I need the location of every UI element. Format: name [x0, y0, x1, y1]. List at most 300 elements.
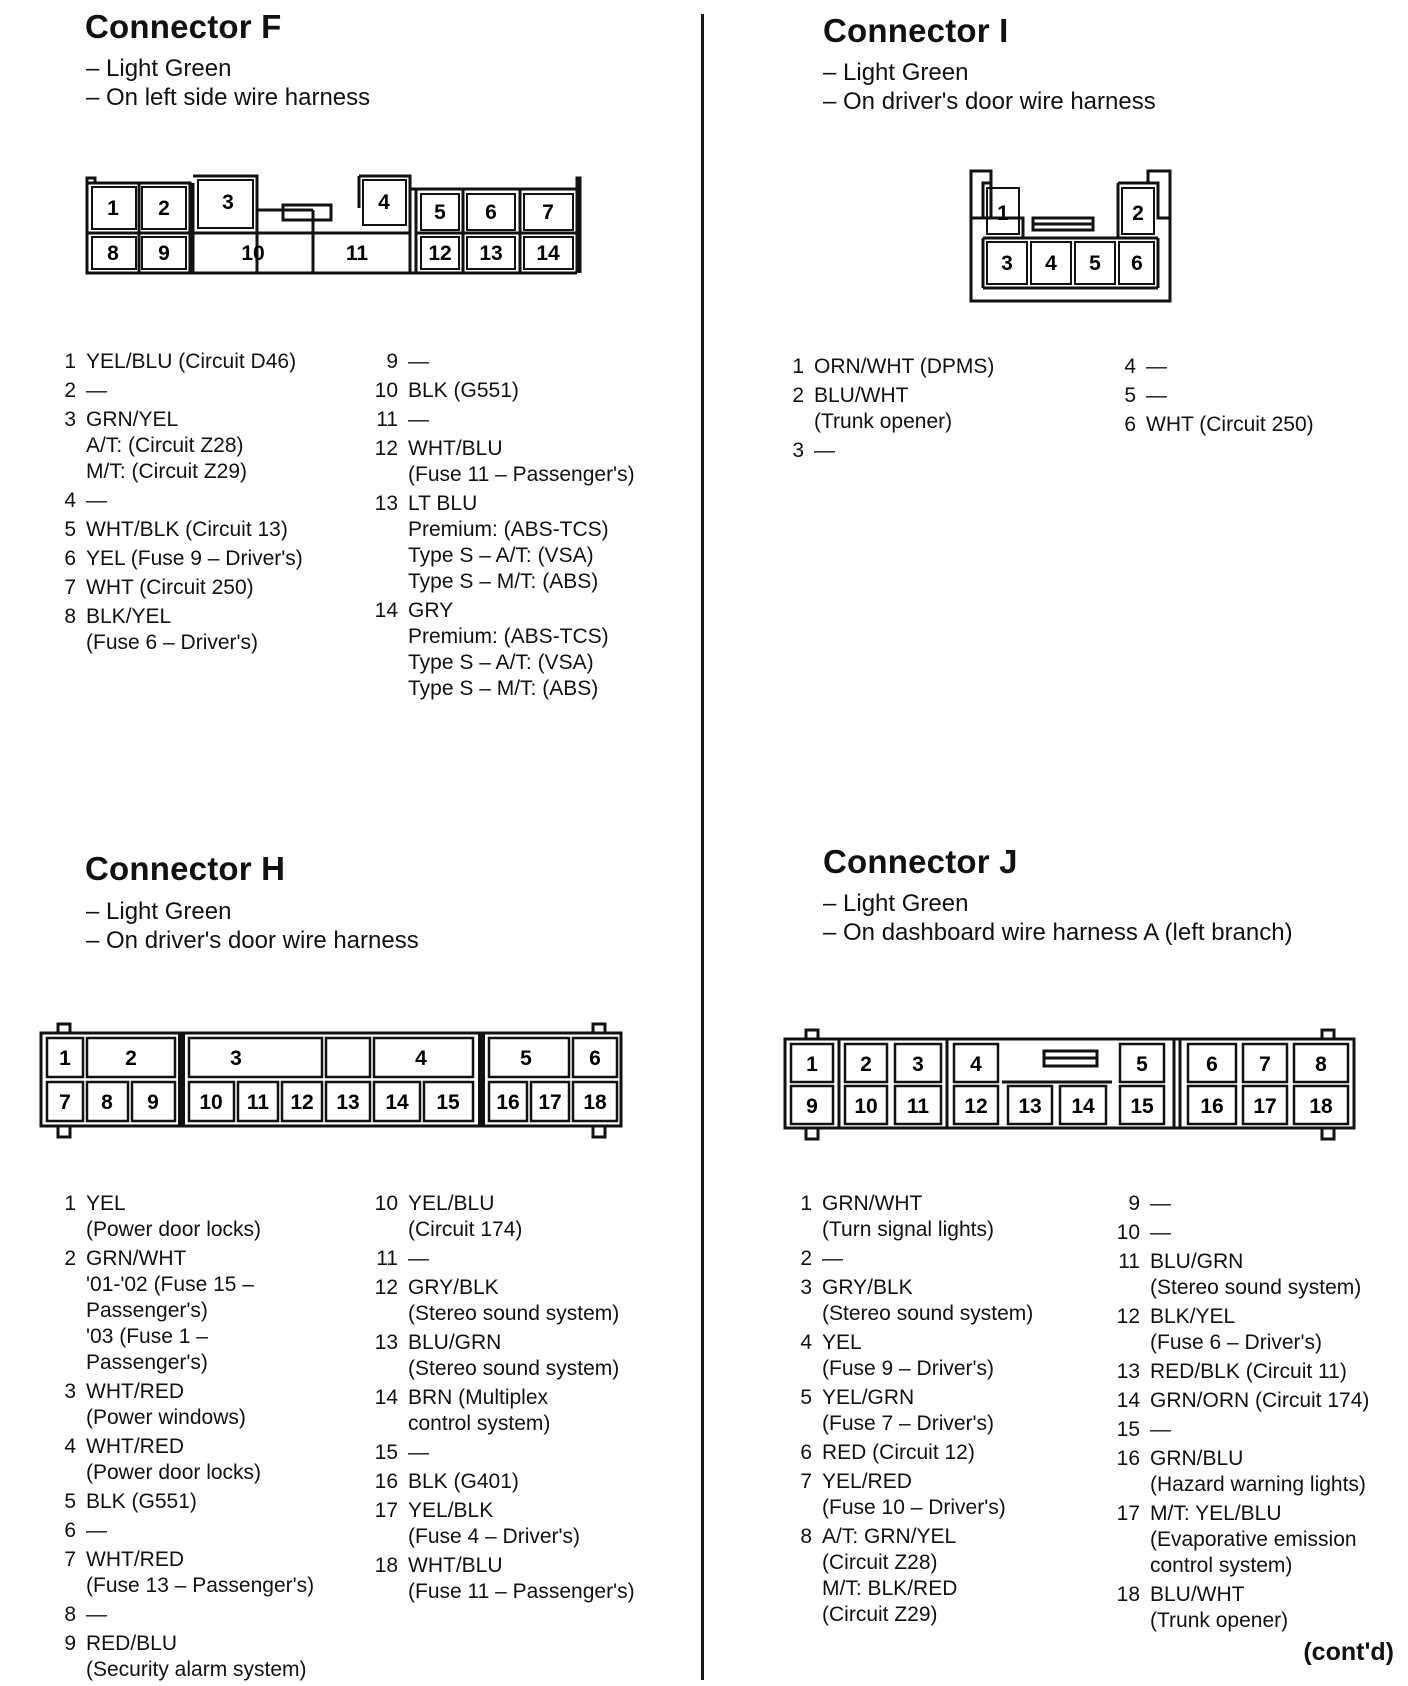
- connector-color: – Light Green: [823, 59, 969, 86]
- pin-description-line: Premium: (ABS-TCS): [408, 518, 609, 541]
- pin-entry: [1112, 412, 1314, 438]
- pin-entry: [374, 1246, 635, 1272]
- pin-number: 1: [64, 350, 76, 373]
- cavity-label: 3: [230, 1047, 242, 1070]
- pin-description-line: BLK (G401): [408, 1470, 519, 1493]
- pin-entry: [52, 1518, 314, 1544]
- pin-description-line: (Power windows): [86, 1406, 246, 1429]
- pin-entry: [1116, 1359, 1369, 1385]
- pin-description: [814, 354, 994, 380]
- connector-location: – On driver's door wire harness: [86, 927, 419, 954]
- pin-description-line: (Stereo sound system): [408, 1302, 620, 1325]
- pin-entry: [52, 1547, 314, 1599]
- pin-entry: [374, 378, 635, 404]
- connector-color: – Light Green: [86, 898, 232, 925]
- pin-description-line: (Fuse 13 – Passenger's): [86, 1574, 315, 1597]
- cavity-label: 8: [1315, 1053, 1327, 1076]
- pin-number: 14: [1116, 1389, 1140, 1412]
- cavity-label: 15: [436, 1091, 460, 1114]
- cavity-label: 5: [1136, 1053, 1148, 1076]
- pin-description-line: BRN (Multiplex: [408, 1386, 549, 1409]
- pin-number: 7: [64, 1548, 76, 1571]
- cavity-label: 17: [538, 1091, 562, 1114]
- pin-description-line: (Stereo sound system): [822, 1302, 1034, 1325]
- cavity-label: 4: [1045, 252, 1057, 275]
- pin-description: [86, 1191, 261, 1243]
- pin-description: [1150, 1417, 1171, 1443]
- pin-entry: [52, 1631, 314, 1683]
- pin-number: 2: [64, 1247, 76, 1270]
- pin-entry: [788, 1246, 1033, 1272]
- cavity-label: 2: [860, 1053, 872, 1076]
- pin-number: 6: [64, 1519, 76, 1542]
- pin-description-line: (Power door locks): [86, 1461, 262, 1484]
- pin-entry: [52, 1489, 314, 1515]
- pin-list-left: [52, 349, 303, 659]
- pin-description-line: RED/BLU: [86, 1632, 178, 1655]
- pin-description-line: BLU/GRN: [408, 1331, 502, 1354]
- pin-entry: [788, 1330, 1033, 1382]
- pin-description: [408, 407, 429, 433]
- pin-description-line: Type S – A/T: (VSA): [408, 544, 594, 567]
- cavity-label: 11: [906, 1095, 930, 1118]
- cavity-label: 1: [59, 1047, 71, 1070]
- pin-description-line: —: [1150, 1418, 1171, 1441]
- pin-entry: [52, 1246, 314, 1376]
- pin-list-left: [788, 1191, 1033, 1631]
- cavity-label: 3: [222, 191, 234, 214]
- pin-entry: [788, 1440, 1033, 1466]
- cavity-label: 13: [1018, 1095, 1042, 1118]
- pin-entry: [780, 354, 994, 380]
- pin-description: [822, 1275, 1033, 1327]
- pin-number: 7: [64, 576, 76, 599]
- pin-entry: [374, 1275, 635, 1327]
- cavity-label: 8: [101, 1091, 113, 1114]
- cavity-label: 4: [415, 1047, 427, 1070]
- pin-description-line: Type S – M/T: (ABS): [408, 570, 599, 593]
- pin-number: 4: [64, 1435, 76, 1458]
- pin-description: [1150, 1501, 1357, 1579]
- cavity-label: 6: [589, 1047, 601, 1070]
- pin-description-line: —: [408, 1441, 429, 1464]
- pin-entry: [52, 378, 303, 404]
- pin-description-line: control system): [408, 1412, 551, 1435]
- pin-number: 9: [386, 350, 398, 373]
- pin-description-line: (Fuse 11 – Passenger's): [408, 463, 635, 486]
- pin-entry: [780, 438, 994, 464]
- cavity-label: 10: [854, 1095, 878, 1118]
- pin-description: [408, 1275, 619, 1327]
- cavity-label: 16: [496, 1091, 520, 1114]
- cavity-label: 13: [336, 1091, 360, 1114]
- pin-description-line: YEL (Fuse 9 – Driver's): [86, 547, 303, 570]
- pin-number: 6: [1124, 413, 1136, 436]
- pin-description: [1150, 1249, 1361, 1301]
- cavity-label: 12: [964, 1095, 988, 1118]
- column-divider: [701, 14, 704, 1680]
- pin-entry: [52, 488, 303, 514]
- connector-color: – Light Green: [86, 55, 232, 82]
- pin-description-line: GRN/WHT: [86, 1247, 187, 1270]
- pin-description: [86, 1379, 246, 1431]
- pin-description-line: —: [814, 439, 835, 462]
- pin-entry: [1116, 1304, 1369, 1356]
- pin-number: 3: [64, 408, 76, 431]
- pin-description: [1150, 1446, 1366, 1498]
- cavity-label: 7: [59, 1091, 71, 1114]
- pin-entry: [788, 1275, 1033, 1327]
- pin-number: 5: [64, 518, 76, 541]
- pin-description-line: BLK/YEL: [1150, 1305, 1236, 1328]
- cavity-label: 12: [428, 242, 452, 265]
- pin-description: [822, 1246, 843, 1272]
- pin-entry: [374, 407, 635, 433]
- pin-number: 1: [800, 1192, 812, 1215]
- pin-description-line: (Security alarm system): [86, 1658, 307, 1681]
- pin-description: [822, 1469, 1006, 1521]
- pin-number: 14: [374, 599, 398, 622]
- pin-entry: [374, 1469, 635, 1495]
- pin-number: 1: [64, 1192, 76, 1215]
- pin-list-right: [374, 349, 635, 705]
- pin-description: [408, 1498, 580, 1550]
- pin-description: [408, 1440, 429, 1466]
- pin-description: [822, 1330, 994, 1382]
- pin-description-line: A/T: (Circuit Z28): [86, 434, 244, 457]
- pin-description-line: BLU/WHT: [814, 384, 909, 407]
- pin-description: [822, 1385, 994, 1437]
- pin-number: 17: [374, 1499, 398, 1522]
- cavity-label: 16: [1200, 1095, 1224, 1118]
- pin-description-line: GRN/ORN (Circuit 174): [1150, 1389, 1370, 1412]
- pin-number: 11: [1118, 1250, 1140, 1273]
- cavity-label: 13: [479, 242, 503, 265]
- cavity-label: 12: [290, 1091, 314, 1114]
- connector-f-diagram: [80, 175, 600, 290]
- cavity-label: 9: [158, 242, 170, 265]
- pin-entry: [52, 546, 303, 572]
- pin-description-line: (Circuit 174): [408, 1218, 523, 1241]
- pin-entry: [374, 1191, 635, 1243]
- pin-entry: [52, 1602, 314, 1628]
- pin-description-line: (Circuit Z28): [822, 1551, 938, 1574]
- pin-list-right: [1116, 1191, 1369, 1637]
- pin-number: 8: [64, 1603, 76, 1626]
- pin-description-line: GRY/BLK: [822, 1276, 913, 1299]
- pin-number: 5: [64, 1490, 76, 1513]
- cavity-label: 17: [1253, 1095, 1277, 1118]
- pin-description: [86, 575, 254, 601]
- pin-entry: [374, 1330, 635, 1382]
- cavity-label: 10: [241, 242, 265, 265]
- pin-number: 10: [1116, 1221, 1140, 1244]
- pin-description-line: LT BLU: [408, 492, 478, 515]
- pin-description: [86, 378, 107, 404]
- cavity-label: 1: [806, 1053, 818, 1076]
- pin-description-line: —: [1146, 384, 1167, 407]
- cavity-label: 6: [1206, 1053, 1218, 1076]
- pin-description-line: —: [86, 489, 107, 512]
- pin-number: 8: [800, 1525, 812, 1548]
- pin-description-line: —: [408, 1247, 429, 1270]
- pin-description-line: (Evaporative emission: [1150, 1528, 1357, 1551]
- pin-number: 13: [374, 1331, 398, 1354]
- pin-description: [408, 1246, 429, 1272]
- pin-number: 5: [1124, 384, 1136, 407]
- pin-description-line: WHT (Circuit 250): [1146, 413, 1314, 436]
- pin-description-line: (Fuse 10 – Driver's): [822, 1496, 1006, 1519]
- pin-entry: [52, 517, 303, 543]
- pin-description-line: —: [408, 350, 429, 373]
- pin-description: [822, 1191, 994, 1243]
- pin-description-line: (Fuse 9 – Driver's): [822, 1357, 995, 1380]
- pin-description-line: '03 (Fuse 1 –: [86, 1325, 208, 1348]
- cavity-label: 3: [912, 1053, 924, 1076]
- connector-title: Connector H: [85, 850, 286, 887]
- pin-description-line: GRN/WHT: [822, 1192, 923, 1215]
- pin-entry: [1116, 1582, 1369, 1634]
- pin-entry: [374, 1440, 635, 1466]
- pin-number: 3: [800, 1276, 812, 1299]
- pin-description-line: WHT/BLU: [408, 1554, 503, 1577]
- cavity-label: 9: [147, 1091, 159, 1114]
- pin-number: 12: [374, 437, 398, 460]
- pin-description-line: YEL/GRN: [822, 1386, 915, 1409]
- pin-entry: [374, 598, 635, 702]
- pin-description-line: (Fuse 4 – Driver's): [408, 1525, 581, 1548]
- cavity-label: 5: [520, 1047, 532, 1070]
- pin-description-line: BLU/WHT: [1150, 1583, 1245, 1606]
- pin-list-right: [1112, 354, 1314, 441]
- pin-description-line: RED/BLK (Circuit 11): [1150, 1360, 1347, 1383]
- pin-number: 11: [376, 408, 398, 431]
- pin-number: 5: [800, 1386, 812, 1409]
- connector-j-diagram: [782, 1022, 1362, 1147]
- pin-number: 6: [64, 547, 76, 570]
- pin-description: [86, 546, 303, 572]
- pin-description-line: —: [1150, 1221, 1171, 1244]
- pin-entry: [788, 1385, 1033, 1437]
- pin-number: 17: [1116, 1502, 1140, 1525]
- pin-description: [408, 491, 609, 595]
- connector-h-diagram: [38, 1016, 638, 1141]
- pin-entry: [52, 575, 303, 601]
- pin-description: [408, 598, 609, 702]
- cavity-label: 4: [970, 1053, 982, 1076]
- pin-entry: [788, 1191, 1033, 1243]
- pin-description-line: BLK (G551): [86, 1490, 197, 1513]
- pin-description: [86, 1434, 261, 1486]
- pin-description-line: GRY/BLK: [408, 1276, 499, 1299]
- pin-description: [86, 1246, 254, 1376]
- pin-description: [1146, 383, 1167, 409]
- pin-description-line: —: [822, 1247, 843, 1270]
- cavity-label: 14: [385, 1091, 409, 1114]
- cavity-label: 14: [1071, 1095, 1095, 1118]
- pin-description: [408, 349, 429, 375]
- pin-entry: [374, 436, 635, 488]
- pin-number: 10: [374, 1192, 398, 1215]
- pin-description-line: YEL: [86, 1192, 126, 1215]
- cavity-label: 1: [107, 197, 119, 220]
- pin-description-line: YEL/BLU: [408, 1192, 495, 1215]
- cavity-label: 5: [434, 201, 446, 224]
- pin-entry: [52, 407, 303, 485]
- pin-description-line: WHT/BLU: [408, 437, 503, 460]
- pin-description-line: GRN/BLU: [1150, 1447, 1244, 1470]
- pin-description-line: (Fuse 6 – Driver's): [86, 631, 259, 654]
- pin-description-line: M/T: (Circuit Z29): [86, 460, 248, 483]
- pin-number: 4: [800, 1331, 812, 1354]
- pin-entry: [1116, 1501, 1369, 1579]
- pin-entry: [1112, 383, 1314, 409]
- pin-description-line: M/T: YEL/BLU: [1150, 1502, 1282, 1525]
- connector-location: – On dashboard wire harness A (left branch): [823, 919, 1293, 946]
- pin-description-line: (Fuse 7 – Driver's): [822, 1412, 995, 1435]
- pin-number: 7: [800, 1470, 812, 1493]
- pin-number: 15: [1116, 1418, 1140, 1441]
- pin-description: [408, 1191, 522, 1243]
- pin-number: 14: [374, 1386, 398, 1409]
- pin-description-line: GRN/YEL: [86, 408, 179, 431]
- pin-description-line: YEL/BLU (Circuit D46): [86, 350, 297, 373]
- pin-description-line: (Hazard warning lights): [1150, 1473, 1366, 1496]
- pin-description: [408, 436, 635, 488]
- cavity-label: 15: [1130, 1095, 1154, 1118]
- pin-description-line: Passenger's): [86, 1299, 208, 1322]
- pin-description: [408, 1330, 619, 1382]
- pin-description-line: Type S – A/T: (VSA): [408, 651, 594, 674]
- pin-description-line: BLK (G551): [408, 379, 519, 402]
- pin-description: [86, 1518, 107, 1544]
- pin-description: [86, 1602, 107, 1628]
- pin-description: [1150, 1582, 1288, 1634]
- pin-number: 2: [64, 379, 76, 402]
- pin-entry: [52, 1379, 314, 1431]
- pin-entry: [788, 1524, 1033, 1628]
- pin-entry: [1116, 1417, 1369, 1443]
- pin-description-line: —: [1150, 1192, 1171, 1215]
- pin-description-line: BLU/GRN: [1150, 1250, 1244, 1273]
- pin-description: [1150, 1388, 1369, 1414]
- connector-i-diagram: [968, 168, 1178, 308]
- pin-number: 9: [64, 1632, 76, 1655]
- cavity-label: 11: [246, 1091, 270, 1114]
- pin-list-left: [52, 1191, 314, 1686]
- pin-number: 16: [374, 1470, 398, 1493]
- cavity-label: 3: [1001, 252, 1013, 275]
- pin-number: 2: [792, 384, 804, 407]
- pin-description: [814, 438, 835, 464]
- pin-description-line: —: [408, 408, 429, 431]
- pin-description-line: YEL/RED: [822, 1470, 912, 1493]
- pin-number: 6: [800, 1441, 812, 1464]
- pin-description: [408, 1385, 550, 1437]
- pin-number: 12: [1116, 1305, 1140, 1328]
- pin-description: [86, 407, 247, 485]
- cavity-label: 6: [1131, 252, 1143, 275]
- pin-description-line: RED (Circuit 12): [822, 1441, 975, 1464]
- pin-description-line: WHT/RED: [86, 1435, 184, 1458]
- pin-entry: [1116, 1220, 1369, 1246]
- pin-number: 18: [374, 1554, 398, 1577]
- pin-number: 10: [374, 379, 398, 402]
- connector-title: Connector F: [85, 8, 282, 45]
- pin-description-line: (Stereo sound system): [408, 1357, 620, 1380]
- pin-entry: [374, 1385, 635, 1437]
- cavity-label: 14: [536, 242, 560, 265]
- pin-description: [1150, 1191, 1171, 1217]
- pin-number: 16: [1116, 1447, 1140, 1470]
- pin-number: 3: [792, 439, 804, 462]
- pin-description: [1150, 1304, 1322, 1356]
- pin-number: 4: [1124, 355, 1136, 378]
- pin-number: 1: [792, 355, 804, 378]
- pin-description-line: GRY: [408, 599, 454, 622]
- pin-entry: [52, 1434, 314, 1486]
- pin-description-line: M/T: BLK/RED: [822, 1577, 958, 1600]
- pin-number: 3: [64, 1380, 76, 1403]
- pin-description-line: —: [86, 379, 107, 402]
- pin-description-line: control system): [1150, 1554, 1293, 1577]
- pin-description: [86, 517, 288, 543]
- pin-description: [86, 604, 258, 656]
- pin-entry: [374, 349, 635, 375]
- cavity-label: 5: [1089, 252, 1101, 275]
- pin-description-line: WHT (Circuit 250): [86, 576, 254, 599]
- cavity-label: 2: [125, 1047, 137, 1070]
- cavity-label: 8: [107, 242, 119, 265]
- pin-description-line: —: [86, 1603, 107, 1626]
- pin-entry: [374, 1498, 635, 1550]
- pin-description: [408, 1469, 519, 1495]
- pin-entry: [1116, 1249, 1369, 1301]
- pin-entry: [52, 349, 303, 375]
- pin-entry: [52, 1191, 314, 1243]
- pin-entry: [780, 383, 994, 435]
- pin-entry: [788, 1469, 1033, 1521]
- pin-entry: [374, 491, 635, 595]
- pin-description: [1150, 1220, 1171, 1246]
- connector-color: – Light Green: [823, 890, 969, 917]
- pin-description: [86, 1547, 314, 1599]
- pin-description-line: (Fuse 6 – Driver's): [1150, 1331, 1323, 1354]
- pin-number: 18: [1116, 1583, 1140, 1606]
- cavity-label: 18: [583, 1091, 607, 1114]
- pin-entry: [374, 1553, 635, 1605]
- cavity-label: 6: [485, 201, 497, 224]
- pin-description-line: —: [1146, 355, 1167, 378]
- pin-description-line: (Turn signal lights): [822, 1218, 994, 1241]
- cavity-label: 7: [1259, 1053, 1271, 1076]
- pin-description-line: WHT/RED: [86, 1548, 184, 1571]
- cavity-label: 4: [378, 191, 390, 214]
- pin-number: 4: [64, 489, 76, 512]
- connector-title: Connector J: [823, 843, 1018, 880]
- pin-list-left: [780, 354, 994, 467]
- pin-description-line: ORN/WHT (DPMS): [814, 355, 995, 378]
- pin-description-line: Passenger's): [86, 1351, 208, 1374]
- pin-number: 12: [374, 1276, 398, 1299]
- pin-number: 11: [376, 1247, 398, 1270]
- connector-location: – On left side wire harness: [86, 84, 371, 111]
- cavity-label: 1: [997, 202, 1009, 225]
- pin-entry: [1116, 1191, 1369, 1217]
- pin-description: [86, 1489, 197, 1515]
- pin-description: [86, 488, 107, 514]
- pin-description-line: (Trunk opener): [1150, 1609, 1289, 1632]
